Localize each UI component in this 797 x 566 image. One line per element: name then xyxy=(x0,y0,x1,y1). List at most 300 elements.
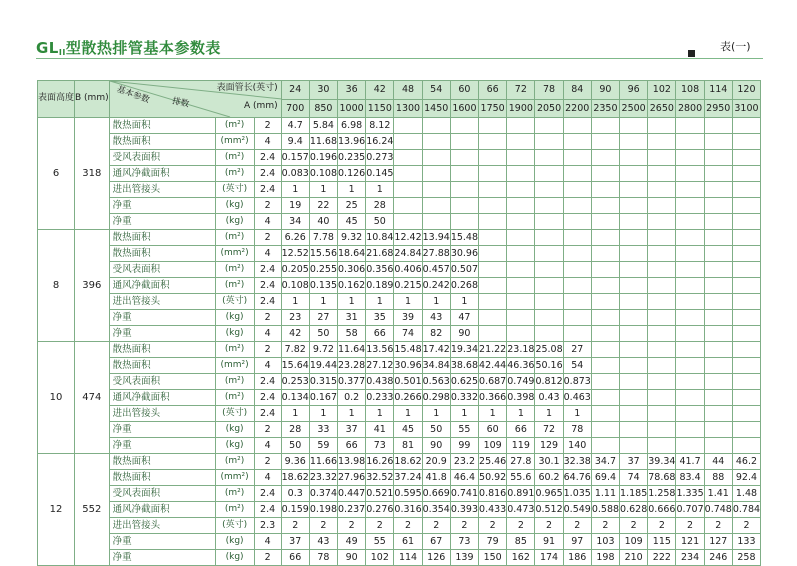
value-cell: 7.82 xyxy=(281,342,309,358)
value-cell: 19.44 xyxy=(309,358,337,374)
value-cell: 50 xyxy=(281,438,309,454)
value-cell: 162 xyxy=(507,550,535,566)
parameter-table xyxy=(37,80,761,566)
value-cell: 0.741 xyxy=(450,486,478,502)
param-unit-cell: (m²) xyxy=(215,454,254,470)
value-cell: 23.32 xyxy=(309,470,337,486)
value-cell: 40 xyxy=(309,214,337,230)
value-cell xyxy=(563,166,591,182)
value-cell: 0.563 xyxy=(422,374,450,390)
value-cell xyxy=(535,118,563,134)
value-cell xyxy=(676,438,704,454)
table-row xyxy=(38,342,761,358)
value-cell: 1 xyxy=(338,182,366,198)
value-cell xyxy=(563,230,591,246)
value-cell: 50 xyxy=(422,422,450,438)
value-cell: 99 xyxy=(450,438,478,454)
param-name-cell: 散热面积 xyxy=(109,230,215,246)
value-cell xyxy=(479,150,507,166)
value-cell xyxy=(563,310,591,326)
value-cell: 15.48 xyxy=(394,342,422,358)
value-cell: 11.64 xyxy=(338,342,366,358)
value-cell: 115 xyxy=(648,534,676,550)
table-row xyxy=(38,294,761,310)
value-cell: 50 xyxy=(309,326,337,342)
param-unit-cell: (mm²) xyxy=(215,246,254,262)
value-cell xyxy=(676,326,704,342)
param-unit-cell: (m²) xyxy=(215,166,254,182)
value-cell: 5.84 xyxy=(309,118,337,134)
group-height-cell: 8 xyxy=(38,230,75,342)
value-cell: 13.96 xyxy=(338,134,366,150)
value-cell: 0.891 xyxy=(507,486,535,502)
value-cell: 25 xyxy=(338,198,366,214)
value-cell xyxy=(620,198,648,214)
value-cell xyxy=(704,134,732,150)
header-inch-cell: 90 xyxy=(591,81,619,100)
value-cell: 0.457 xyxy=(422,262,450,278)
value-cell xyxy=(676,246,704,262)
value-cell xyxy=(591,358,619,374)
value-cell xyxy=(591,326,619,342)
value-cell: 0.237 xyxy=(338,502,366,518)
value-cell xyxy=(507,166,535,182)
value-cell xyxy=(732,118,760,134)
param-name-cell: 受风表面积 xyxy=(109,486,215,502)
value-cell: 0.273 xyxy=(366,150,394,166)
header-mm-cell: 2950 xyxy=(704,99,732,118)
value-cell: 0.255 xyxy=(309,262,337,278)
value-cell: 186 xyxy=(563,550,591,566)
value-cell xyxy=(704,198,732,214)
value-cell xyxy=(507,326,535,342)
value-cell: 41 xyxy=(366,422,394,438)
value-cell: 2 xyxy=(732,518,760,534)
value-cell: 50.16 xyxy=(535,358,563,374)
param-unit-cell: (m²) xyxy=(215,262,254,278)
corner-a-label: A (mm) xyxy=(244,101,278,111)
header-inch-cell: 96 xyxy=(620,81,648,100)
value-cell xyxy=(450,150,478,166)
value-cell: 0.377 xyxy=(338,374,366,390)
param-name-cell: 散热面积 xyxy=(109,246,215,262)
value-cell xyxy=(676,374,704,390)
value-cell xyxy=(422,150,450,166)
value-cell: 222 xyxy=(648,550,676,566)
value-cell xyxy=(620,166,648,182)
header-inch-cell: 66 xyxy=(479,81,507,100)
value-cell xyxy=(422,134,450,150)
value-cell: 27 xyxy=(309,310,337,326)
value-cell: 9.32 xyxy=(338,230,366,246)
header-mm-cell: 1150 xyxy=(366,99,394,118)
value-cell xyxy=(620,390,648,406)
value-cell xyxy=(704,182,732,198)
value-cell: 16.26 xyxy=(366,454,394,470)
value-cell: 41.7 xyxy=(676,454,704,470)
value-cell xyxy=(535,246,563,262)
header-corner xyxy=(109,81,281,118)
value-cell: 246 xyxy=(704,550,732,566)
value-cell: 23.28 xyxy=(338,358,366,374)
value-cell: 1 xyxy=(394,406,422,422)
param-name-cell: 进出管接头 xyxy=(109,182,215,198)
value-cell xyxy=(648,150,676,166)
value-cell: 22 xyxy=(309,198,337,214)
value-cell xyxy=(479,214,507,230)
table-row xyxy=(38,182,761,198)
value-cell: 30.96 xyxy=(450,246,478,262)
value-cell xyxy=(676,214,704,230)
value-cell xyxy=(591,374,619,390)
param-name-cell: 散热面积 xyxy=(109,118,215,134)
param-name-cell: 通风净截面积 xyxy=(109,502,215,518)
value-cell: 19 xyxy=(281,198,309,214)
value-cell xyxy=(704,262,732,278)
value-cell xyxy=(422,198,450,214)
value-cell: 1 xyxy=(422,294,450,310)
param-name-cell: 净重 xyxy=(109,214,215,230)
value-cell: 25.46 xyxy=(479,454,507,470)
value-cell: 0.447 xyxy=(338,486,366,502)
value-cell xyxy=(450,166,478,182)
value-cell: 2 xyxy=(535,518,563,534)
value-cell xyxy=(591,166,619,182)
value-cell xyxy=(479,278,507,294)
param-name-cell: 通风净截面积 xyxy=(109,166,215,182)
param-rows-cell: 2.4 xyxy=(254,390,281,406)
value-cell: 0.438 xyxy=(366,374,394,390)
value-cell: 66 xyxy=(507,422,535,438)
value-cell: 32.52 xyxy=(366,470,394,486)
header-mm-cell: 1900 xyxy=(507,99,535,118)
value-cell xyxy=(535,262,563,278)
value-cell: 47 xyxy=(450,310,478,326)
value-cell xyxy=(676,118,704,134)
table-row xyxy=(38,214,761,230)
value-cell: 139 xyxy=(450,550,478,566)
value-cell: 55 xyxy=(450,422,478,438)
value-cell xyxy=(704,118,732,134)
param-rows-cell: 2.4 xyxy=(254,502,281,518)
param-unit-cell: (英寸) xyxy=(215,406,254,422)
value-cell xyxy=(620,422,648,438)
value-cell: 11.66 xyxy=(309,454,337,470)
value-cell: 20.9 xyxy=(422,454,450,470)
value-cell: 0.398 xyxy=(507,390,535,406)
value-cell: 35 xyxy=(366,310,394,326)
table-row xyxy=(38,118,761,134)
value-cell xyxy=(648,278,676,294)
header-inch-cell: 114 xyxy=(704,81,732,100)
value-cell: 73 xyxy=(366,438,394,454)
value-cell: 0.157 xyxy=(281,150,309,166)
value-cell: 1.335 xyxy=(676,486,704,502)
value-cell xyxy=(394,118,422,134)
value-cell xyxy=(704,294,732,310)
value-cell xyxy=(507,278,535,294)
value-cell xyxy=(479,166,507,182)
value-cell: 1 xyxy=(338,406,366,422)
value-cell xyxy=(450,214,478,230)
value-cell xyxy=(507,294,535,310)
param-unit-cell: (kg) xyxy=(215,214,254,230)
param-rows-cell: 2.4 xyxy=(254,166,281,182)
value-cell: 0.242 xyxy=(422,278,450,294)
value-cell xyxy=(704,166,732,182)
value-cell: 78 xyxy=(563,422,591,438)
value-cell xyxy=(648,230,676,246)
value-cell xyxy=(620,134,648,150)
value-cell xyxy=(676,310,704,326)
header-mm-cell: 1450 xyxy=(422,99,450,118)
value-cell: 0.707 xyxy=(676,502,704,518)
value-cell: 1.185 xyxy=(620,486,648,502)
value-cell: 1 xyxy=(281,294,309,310)
value-cell: 0.393 xyxy=(450,502,478,518)
value-cell: 6.26 xyxy=(281,230,309,246)
header-mm-cell: 2650 xyxy=(648,99,676,118)
param-rows-cell: 4 xyxy=(254,438,281,454)
value-cell xyxy=(648,134,676,150)
value-cell xyxy=(591,438,619,454)
value-cell: 0.749 xyxy=(507,374,535,390)
value-cell xyxy=(422,166,450,182)
value-cell xyxy=(676,422,704,438)
param-rows-cell: 2.4 xyxy=(254,294,281,310)
value-cell: 9.36 xyxy=(281,454,309,470)
value-cell: 83.4 xyxy=(676,470,704,486)
value-cell: 0.306 xyxy=(338,262,366,278)
value-cell xyxy=(535,278,563,294)
param-rows-cell: 2 xyxy=(254,454,281,470)
value-cell: 24.84 xyxy=(394,246,422,262)
rule-marker xyxy=(688,50,695,57)
header-face-height: 表面高度 xyxy=(38,81,75,118)
value-cell xyxy=(732,326,760,342)
value-cell xyxy=(676,182,704,198)
value-cell: 102 xyxy=(366,550,394,566)
param-rows-cell: 4 xyxy=(254,134,281,150)
value-cell: 0.628 xyxy=(620,502,648,518)
value-cell xyxy=(394,214,422,230)
param-name-cell: 受风表面积 xyxy=(109,374,215,390)
param-unit-cell: (kg) xyxy=(215,310,254,326)
value-cell: 15.48 xyxy=(450,230,478,246)
value-cell xyxy=(479,230,507,246)
value-cell: 73 xyxy=(450,534,478,550)
value-cell: 46.2 xyxy=(732,454,760,470)
value-cell xyxy=(704,358,732,374)
value-cell xyxy=(648,198,676,214)
param-name-cell: 进出管接头 xyxy=(109,518,215,534)
value-cell: 0.595 xyxy=(394,486,422,502)
value-cell: 1 xyxy=(450,294,478,310)
param-name-cell: 散热面积 xyxy=(109,470,215,486)
value-cell: 13.98 xyxy=(338,454,366,470)
param-name-cell: 净重 xyxy=(109,326,215,342)
header-b-mm: B (mm) xyxy=(75,81,110,118)
value-cell xyxy=(563,246,591,262)
param-rows-cell: 2.4 xyxy=(254,182,281,198)
param-name-cell: 散热面积 xyxy=(109,454,215,470)
param-name-cell: 通风净截面积 xyxy=(109,390,215,406)
value-cell: 10.84 xyxy=(366,230,394,246)
header-inch-cell: 102 xyxy=(648,81,676,100)
table-row xyxy=(38,438,761,454)
value-cell: 234 xyxy=(676,550,704,566)
header-mm-cell: 1300 xyxy=(394,99,422,118)
value-cell: 67 xyxy=(422,534,450,550)
table-row xyxy=(38,246,761,262)
value-cell: 0.43 xyxy=(535,390,563,406)
param-rows-cell: 2 xyxy=(254,230,281,246)
value-cell xyxy=(479,262,507,278)
param-unit-cell: (英寸) xyxy=(215,182,254,198)
param-unit-cell: (kg) xyxy=(215,422,254,438)
value-cell: 50.92 xyxy=(479,470,507,486)
value-cell: 0.625 xyxy=(450,374,478,390)
param-rows-cell: 2.3 xyxy=(254,518,281,534)
value-cell: 0.784 xyxy=(732,502,760,518)
param-unit-cell: (mm²) xyxy=(215,134,254,150)
param-unit-cell: (m²) xyxy=(215,486,254,502)
param-unit-cell: (kg) xyxy=(215,198,254,214)
value-cell xyxy=(450,182,478,198)
value-cell: 0.687 xyxy=(479,374,507,390)
header-mm-cell: 1750 xyxy=(479,99,507,118)
group-b-cell: 396 xyxy=(75,230,110,342)
param-rows-cell: 2.4 xyxy=(254,406,281,422)
value-cell: 0.2 xyxy=(338,390,366,406)
value-cell: 133 xyxy=(732,534,760,550)
value-cell: 82 xyxy=(422,326,450,342)
value-cell xyxy=(676,150,704,166)
value-cell: 0.196 xyxy=(309,150,337,166)
table-row xyxy=(38,470,761,486)
value-cell: 44 xyxy=(704,454,732,470)
page-title: $GL_{II}$型散热排管基本参数表 xyxy=(36,39,221,57)
group-height-cell: 12 xyxy=(38,454,75,566)
value-cell: 126 xyxy=(422,550,450,566)
value-cell: 1 xyxy=(479,406,507,422)
value-cell xyxy=(648,310,676,326)
value-cell xyxy=(648,166,676,182)
value-cell: 11.68 xyxy=(309,134,337,150)
value-cell: 0.198 xyxy=(309,502,337,518)
value-cell: 1.258 xyxy=(648,486,676,502)
value-cell: 59 xyxy=(309,438,337,454)
value-cell: 6.98 xyxy=(338,118,366,134)
value-cell: 0.189 xyxy=(366,278,394,294)
value-cell: 85 xyxy=(507,534,535,550)
value-cell: 0.268 xyxy=(450,278,478,294)
value-cell xyxy=(620,358,648,374)
value-cell: 0.812 xyxy=(535,374,563,390)
value-cell: 0.356 xyxy=(366,262,394,278)
value-cell xyxy=(507,134,535,150)
param-unit-cell: (kg) xyxy=(215,438,254,454)
value-cell: 37 xyxy=(620,454,648,470)
value-cell xyxy=(648,358,676,374)
value-cell: 15.64 xyxy=(281,358,309,374)
value-cell xyxy=(704,342,732,358)
param-rows-cell: 2 xyxy=(254,310,281,326)
value-cell: 66 xyxy=(366,326,394,342)
value-cell xyxy=(535,198,563,214)
value-cell xyxy=(620,262,648,278)
value-cell: 81 xyxy=(394,438,422,454)
value-cell: 0.588 xyxy=(591,502,619,518)
value-cell xyxy=(648,294,676,310)
param-unit-cell: (m²) xyxy=(215,374,254,390)
value-cell: 66 xyxy=(338,438,366,454)
value-cell xyxy=(563,134,591,150)
value-cell xyxy=(591,134,619,150)
value-cell: 66 xyxy=(281,550,309,566)
value-cell: 0.366 xyxy=(479,390,507,406)
value-cell: 64.76 xyxy=(563,470,591,486)
param-rows-cell: 2.4 xyxy=(254,262,281,278)
value-cell xyxy=(563,262,591,278)
param-rows-cell: 2.4 xyxy=(254,374,281,390)
value-cell: 42.44 xyxy=(479,358,507,374)
value-cell xyxy=(591,198,619,214)
table-row xyxy=(38,358,761,374)
value-cell xyxy=(394,166,422,182)
param-unit-cell: (kg) xyxy=(215,326,254,342)
value-cell xyxy=(479,182,507,198)
value-cell xyxy=(732,134,760,150)
value-cell: 1 xyxy=(281,182,309,198)
table-row xyxy=(38,278,761,294)
value-cell: 28 xyxy=(281,422,309,438)
table-row xyxy=(38,310,761,326)
value-cell xyxy=(479,118,507,134)
value-cell: 0.3 xyxy=(281,486,309,502)
value-cell xyxy=(704,230,732,246)
param-rows-cell: 2 xyxy=(254,422,281,438)
value-cell xyxy=(507,198,535,214)
value-cell: 2 xyxy=(676,518,704,534)
value-cell xyxy=(591,278,619,294)
value-cell: 1.035 xyxy=(563,486,591,502)
table-row xyxy=(38,486,761,502)
value-cell xyxy=(479,198,507,214)
value-cell: 27.12 xyxy=(366,358,394,374)
value-cell xyxy=(648,422,676,438)
value-cell: 18.62 xyxy=(394,454,422,470)
value-cell: 1 xyxy=(507,406,535,422)
value-cell: 1 xyxy=(309,182,337,198)
header-mm-cell: 3100 xyxy=(732,99,760,118)
value-cell: 34.84 xyxy=(422,358,450,374)
value-cell xyxy=(732,438,760,454)
value-cell xyxy=(648,262,676,278)
value-cell xyxy=(563,118,591,134)
value-cell: 39.34 xyxy=(648,454,676,470)
param-name-cell: 散热面积 xyxy=(109,342,215,358)
value-cell xyxy=(535,182,563,198)
table-row xyxy=(38,374,761,390)
param-rows-cell: 4 xyxy=(254,326,281,342)
value-cell: 1 xyxy=(309,406,337,422)
value-cell: 18.62 xyxy=(281,470,309,486)
value-cell: 1 xyxy=(338,294,366,310)
header-mm-cell: 2050 xyxy=(535,99,563,118)
value-cell xyxy=(676,198,704,214)
value-cell: 0.374 xyxy=(309,486,337,502)
